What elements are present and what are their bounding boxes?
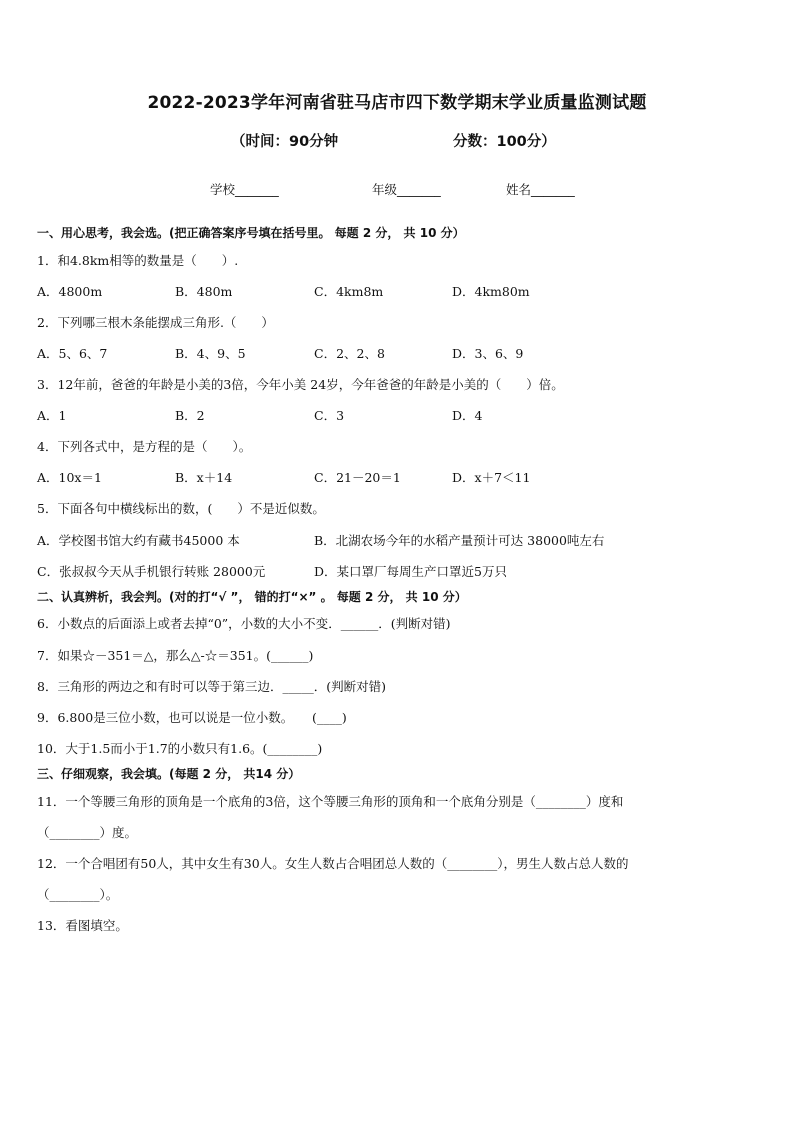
q13: 13．看图填空。 <box>37 918 128 933</box>
q5-stem: 5．下面各句中横线标出的数，( ）不是近似数。 <box>37 501 325 516</box>
school-field: 学校_______ <box>210 182 279 197</box>
q5-option-b: B．北湖农场今年的水稻产量预计可达 38000吨左右 <box>314 533 605 548</box>
section1-heading: 一、用心思考，我会选。(把正确答案序号填在括号里。 每题 2 分， 共 10 分） <box>37 226 465 240</box>
q3-option-b: B．2 <box>175 408 205 423</box>
q1-stem: 1．和4.8km相等的数量是（ ）. <box>37 253 239 268</box>
time-limit: （时间：90分钟 <box>231 134 339 150</box>
q12-line1: 12．一个合唱团有50人，其中女生有30人。女生人数占合唱团总人数的（________），男生人数占总人数的 <box>37 856 629 871</box>
total-score: 分数：100分） <box>453 134 556 150</box>
q4-option-d: D．x＋7＜11 <box>452 470 531 485</box>
q2-option-b: B．4、9、5 <box>175 346 246 361</box>
q1-option-c: C．4km8m <box>314 284 384 299</box>
q9: 9．6.800是三位小数，也可以说是一位小数。 (____) <box>37 710 347 725</box>
q1-option-a: A．4800m <box>37 284 103 299</box>
q2-option-a: A．5、6、7 <box>37 346 108 361</box>
q4-option-c: C．21－20＝1 <box>314 470 401 485</box>
q1-option-b: B．480m <box>175 284 233 299</box>
q5-option-c: C．张叔叔今天从手机银行转账 28000元 <box>37 564 266 579</box>
q3-option-a: A．1 <box>37 408 67 423</box>
q12-line2: （________）。 <box>37 887 119 902</box>
q3-stem: 3．12年前，爸爸的年龄是小美的3倍，今年小美 24岁，今年爸爸的年龄是小美的（ ）倍。 <box>37 377 564 392</box>
q2-option-d: D．3、6、9 <box>452 346 524 361</box>
q6: 6．小数点的后面添上或者去掉“0”，小数的大小不变．______．(判断对错) <box>37 616 451 631</box>
q11-line2: （________）度。 <box>37 825 138 840</box>
q5-option-d: D．某口罩厂每周生产口罩近5万只 <box>314 564 507 579</box>
q11-line1: 11．一个等腰三角形的顶角是一个底角的3倍，这个等腰三角形的顶角和一个底角分别是（________）度和 <box>37 794 624 809</box>
q4-option-a: A．10x＝1 <box>37 470 102 485</box>
q3-option-c: C．3 <box>314 408 345 423</box>
q8: 8．三角形的两边之和有时可以等于第三边．_____．(判断对错) <box>37 679 386 694</box>
q3-option-d: D．4 <box>452 408 483 423</box>
name-field: 姓名_______ <box>506 182 575 197</box>
q1-option-d: D．4km80m <box>452 284 530 299</box>
section2-heading: 二、认真辨析，我会判。(对的打“√ ”， 错的打“×” 。 每题 2 分， 共 10 分） <box>37 590 467 604</box>
q10: 10．大于1.5而小于1.7的小数只有1.6。(________) <box>37 741 323 756</box>
grade-field: 年级_______ <box>372 182 441 197</box>
q4-stem: 4．下列各式中，是方程的是（ ）。 <box>37 439 252 454</box>
section3-heading: 三、仔细观察，我会填。(每题 2 分， 共14 分） <box>37 767 301 781</box>
q7: 7．如果☆－351＝△，那么△-☆＝351。(______) <box>37 648 314 663</box>
q2-option-c: C．2、2、8 <box>314 346 385 361</box>
q2-stem: 2．下列哪三根木条能摆成三角形.（ ） <box>37 315 274 330</box>
q4-option-b: B．x＋14 <box>175 470 233 485</box>
q5-option-a: A．学校图书馆大约有藏书45000 本 <box>37 533 240 548</box>
page-title: 2022-2023学年河南省驻马店市四下数学期末学业质量监测试题 <box>147 93 647 113</box>
